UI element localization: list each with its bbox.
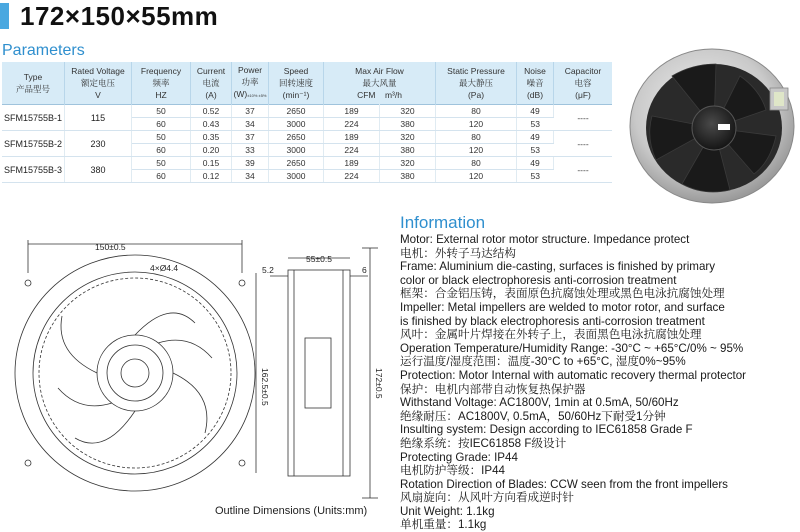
current-cell: 0.12 bbox=[191, 170, 232, 183]
airflow-m3h-cell: 320 bbox=[380, 105, 436, 118]
info-line: Motor: External rotor motor structure. Impedance protect bbox=[400, 233, 690, 246]
information-block bbox=[400, 233, 800, 532]
dim-depth-label: 55±0.5 bbox=[306, 254, 332, 264]
dim-height-label: 172±0.5 bbox=[374, 368, 384, 399]
info-line: color or black electrophoresis anti-corrosion treatment bbox=[400, 273, 677, 287]
noise-cell: 53 bbox=[517, 118, 554, 131]
info-line: is finished by black electrophoresis anti-corrosion treatment bbox=[400, 314, 705, 328]
speed-cell: 2650 bbox=[269, 131, 324, 144]
dim-holes-label: 4×Ø4.4 bbox=[150, 263, 179, 273]
frequency-cell: 60 bbox=[132, 170, 191, 183]
speed-cell: 3000 bbox=[269, 170, 324, 183]
current-cell: 0.35 bbox=[191, 131, 232, 144]
info-line: 绝缘系统：按IEC61858 F级设计 bbox=[400, 436, 567, 450]
noise-cell: 53 bbox=[517, 144, 554, 157]
speed-cell: 2650 bbox=[269, 157, 324, 170]
info-line: 风叶：金属叶片焊接在外转子上，表面黑色电泳抗腐蚀处理 bbox=[400, 328, 702, 342]
frequency-cell: 60 bbox=[132, 144, 191, 157]
info-line: 单机重量：1.1kg bbox=[400, 518, 487, 532]
current-cell: 0.43 bbox=[191, 118, 232, 131]
voltage-cell: 115 bbox=[65, 105, 132, 131]
power-cell: 34 bbox=[232, 118, 269, 131]
airflow-m3h-cell: 380 bbox=[380, 170, 436, 183]
info-line: 电机：外转子马达结构 bbox=[400, 246, 516, 260]
table-row bbox=[2, 131, 612, 144]
pressure-cell: 80 bbox=[436, 157, 517, 170]
type-cell: SFM15755B-1 bbox=[2, 105, 65, 131]
airflow-cfm-cell: 224 bbox=[324, 170, 380, 183]
info-line: 绝缘耐压：AC1800V, 0.5mA，50/60Hz下耐受1分钟 bbox=[400, 409, 666, 423]
parameters-heading: Parameters bbox=[2, 42, 85, 59]
current-cell: 0.15 bbox=[191, 157, 232, 170]
frequency-cell: 50 bbox=[132, 105, 191, 118]
outline-dimension-drawing bbox=[0, 228, 400, 531]
pressure-cell: 120 bbox=[436, 144, 517, 157]
airflow-cfm-cell: 189 bbox=[324, 157, 380, 170]
header-frequency: Frequency 频率 HZ bbox=[132, 62, 191, 105]
info-line: Protecting Grade: IP44 bbox=[400, 450, 518, 464]
info-line: 风扇旋向：从风叶方向看成逆时针 bbox=[400, 491, 574, 505]
airflow-cfm-cell: 224 bbox=[324, 144, 380, 157]
voltage-cell: 230 bbox=[65, 131, 132, 157]
info-line: Frame: Aluminium die-casting, surfaces is finished by primary bbox=[400, 260, 716, 274]
capacitor-cell: ---- bbox=[554, 105, 613, 131]
parameters-table-body bbox=[2, 105, 612, 183]
pressure-cell: 80 bbox=[436, 105, 517, 118]
table-row bbox=[2, 157, 612, 170]
dim-left-label: 5.2 bbox=[262, 265, 274, 275]
airflow-m3h-cell: 320 bbox=[380, 131, 436, 144]
header-airflow: Max Air Flow 最大风量 CFM m³/h bbox=[324, 62, 436, 105]
title-accent-bar bbox=[0, 3, 9, 29]
info-line: Unit Weight: 1.1kg bbox=[400, 504, 495, 518]
dim-right-label: 6 bbox=[362, 265, 367, 275]
info-line: Withstand Voltage: AC1800V, 1min at 0.5mA, 50/60Hz bbox=[400, 396, 679, 410]
info-line: 保护：电机内部带自动恢复热保护器 bbox=[400, 382, 586, 396]
type-cell: SFM15755B-2 bbox=[2, 131, 65, 157]
fan-product-photo bbox=[620, 40, 800, 210]
capacitor-cell: ---- bbox=[554, 131, 613, 157]
title-bar bbox=[0, 0, 800, 34]
header-noise: Noise 噪音 (dB) bbox=[517, 62, 554, 105]
pressure-cell: 120 bbox=[436, 118, 517, 131]
airflow-cfm-cell: 189 bbox=[324, 131, 380, 144]
noise-cell: 49 bbox=[517, 157, 554, 170]
speed-cell: 3000 bbox=[269, 118, 324, 131]
current-cell: 0.20 bbox=[191, 144, 232, 157]
header-voltage: Rated Voltage 额定电压 V bbox=[65, 62, 132, 105]
capacitor-cell: ---- bbox=[554, 157, 613, 183]
table-row bbox=[2, 105, 612, 118]
noise-cell: 49 bbox=[517, 131, 554, 144]
speed-cell: 2650 bbox=[269, 105, 324, 118]
header-power: Power 功率 (W)±10% ±5% bbox=[232, 62, 269, 105]
pressure-cell: 120 bbox=[436, 170, 517, 183]
type-cell: SFM15755B-3 bbox=[2, 157, 65, 183]
airflow-m3h-cell: 380 bbox=[380, 118, 436, 131]
pressure-cell: 80 bbox=[436, 131, 517, 144]
noise-cell: 49 bbox=[517, 105, 554, 118]
info-line: Protection: Motor Internal with automatic recovery thermal protector bbox=[400, 368, 747, 382]
frequency-cell: 50 bbox=[132, 131, 191, 144]
parameters-table bbox=[2, 62, 612, 183]
power-cell: 37 bbox=[232, 131, 269, 144]
speed-cell: 3000 bbox=[269, 144, 324, 157]
header-pressure: Static Pressure 最大静压 (Pa) bbox=[436, 62, 517, 105]
header-speed: Speed 回转速度 (min⁻¹) bbox=[269, 62, 324, 105]
info-line: Impeller: Metal impellers are welded to motor rotor, and surface bbox=[400, 300, 725, 314]
power-cell: 34 bbox=[232, 170, 269, 183]
info-line: 运行温度/湿度范围：温度-30°C to +65°C, 湿度0%~95% bbox=[400, 355, 686, 369]
info-line: Operation Temperature/Humidity Range: -30°C ~ +65°C/0% ~ 95% bbox=[400, 341, 744, 355]
header-type: Type 产品型号 bbox=[2, 62, 65, 105]
info-line: Rotation Direction of Blades: CCW seen from the front impellers bbox=[400, 477, 728, 491]
dim-width-label: 150±0.5 bbox=[95, 242, 126, 252]
noise-cell: 53 bbox=[517, 170, 554, 183]
drawing-caption: Outline Dimensions (Units:mm) bbox=[215, 505, 368, 517]
airflow-m3h-cell: 380 bbox=[380, 144, 436, 157]
info-line: 电机防护等级：IP44 bbox=[400, 464, 506, 478]
frequency-cell: 60 bbox=[132, 118, 191, 131]
page-title: 172×150×55mm bbox=[20, 1, 219, 31]
airflow-cfm-cell: 224 bbox=[324, 118, 380, 131]
current-cell: 0.52 bbox=[191, 105, 232, 118]
airflow-cfm-cell: 189 bbox=[324, 105, 380, 118]
airflow-m3h-cell: 320 bbox=[380, 157, 436, 170]
voltage-cell: 380 bbox=[65, 157, 132, 183]
header-capacitor: Capacitor 电容 (μF) bbox=[554, 62, 613, 105]
power-cell: 37 bbox=[232, 105, 269, 118]
info-line: Insulting system: Design according to IEC61858 Grade F bbox=[400, 423, 693, 437]
power-cell: 39 bbox=[232, 157, 269, 170]
dim-inner-label: 162.5±0.5 bbox=[260, 368, 270, 406]
info-line: 框架：合金铝压铸，表面原色抗腐蚀处理或黑色电泳抗腐蚀处理 bbox=[400, 287, 725, 301]
information-heading: Information bbox=[400, 213, 486, 232]
power-cell: 33 bbox=[232, 144, 269, 157]
frequency-cell: 50 bbox=[132, 157, 191, 170]
header-current: Current 电流 (A) bbox=[191, 62, 232, 105]
